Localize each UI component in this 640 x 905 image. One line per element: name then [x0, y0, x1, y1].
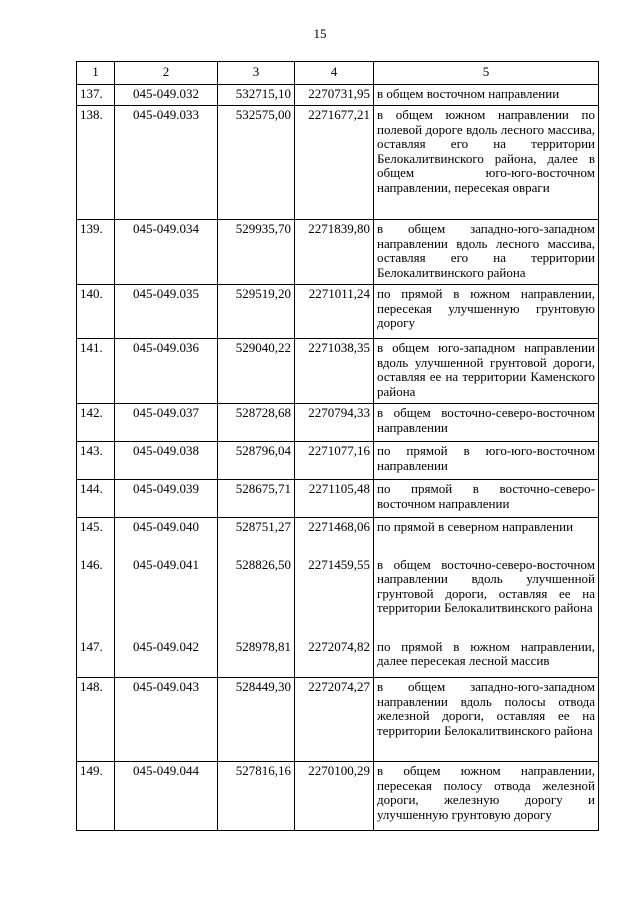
coord-y: 2272074,27 — [295, 678, 374, 762]
header-cell: 3 — [218, 62, 295, 85]
coord-y: 2271038,35 — [295, 339, 374, 404]
coord-x: 528826,50 — [218, 556, 295, 638]
point-code: 045-049.034 — [115, 220, 218, 285]
table-row — [77, 678, 599, 762]
header-cell: 5 — [374, 62, 599, 85]
boundary-table — [76, 61, 599, 831]
row-number: 148. — [77, 678, 115, 762]
coord-x: 528751,27 — [218, 518, 295, 556]
header-cell: 1 — [77, 62, 115, 85]
row-number: 137. — [77, 85, 115, 106]
coord-x: 528728,68 — [218, 404, 295, 442]
route-description: в общем южном направлении по полевой дороге вдоль лесного массива, оставляя его на территории Белокалитвинского района, далее в общем юго-юго-восточном направлении, пересекая овраги — [377, 107, 595, 195]
table-row — [77, 762, 599, 831]
row-number: 145. — [77, 518, 115, 556]
header-cell: 2 — [115, 62, 218, 85]
coord-x: 527816,16 — [218, 762, 295, 831]
table-header-row — [77, 62, 599, 85]
row-number: 144. — [77, 480, 115, 518]
point-code: 045-049.043 — [115, 678, 218, 762]
point-code: 045-049.032 — [115, 85, 218, 106]
point-code: 045-049.033 — [115, 106, 218, 220]
point-code: 045-049.037 — [115, 404, 218, 442]
row-number: 146. — [77, 556, 115, 638]
table-row — [77, 480, 599, 518]
route-description: в общем восточно-северо-восточном направлении — [377, 405, 595, 435]
route-description: в общем восточно-северо-восточном направлении вдоль улучшенной грунтовой дороги, оставляя ее на территории Белокалитвинского района — [377, 556, 595, 615]
row-number: 140. — [77, 285, 115, 339]
coord-y: 2271468,06 — [295, 518, 374, 556]
coord-y: 2271677,21 — [295, 106, 374, 220]
point-code: 045-049.042 — [115, 638, 218, 678]
coord-x: 528675,71 — [218, 480, 295, 518]
coord-y: 2270100,29 — [295, 762, 374, 831]
point-code: 045-049.041 — [115, 556, 218, 638]
header-cell: 4 — [295, 62, 374, 85]
page-number: 15 — [313, 26, 327, 41]
row-number: 149. — [77, 762, 115, 831]
table-row — [77, 285, 599, 339]
coord-y: 2270731,95 — [295, 85, 374, 106]
point-code: 045-049.036 — [115, 339, 218, 404]
row-number: 139. — [77, 220, 115, 285]
coord-x: 528796,04 — [218, 442, 295, 480]
coord-y: 2271459,55 — [295, 556, 374, 638]
route-description: в общем восточном направлении — [377, 86, 560, 101]
coord-x: 532575,00 — [218, 106, 295, 220]
row-number: 142. — [77, 404, 115, 442]
table-row — [77, 404, 599, 442]
point-code: 045-049.044 — [115, 762, 218, 831]
route-description: в общем южном направлении, пересекая полосу отвода железной дороги, железную дорогу и улучшенную грунтовую дорогу — [377, 763, 595, 822]
table-row — [77, 518, 599, 556]
coord-y: 2271839,80 — [295, 220, 374, 285]
route-description: в общем юго-западном направлении вдоль улучшенной грунтовой дороги, оставляя ее на территории Каменского района — [377, 340, 595, 399]
row-number: 141. — [77, 339, 115, 404]
table-row — [77, 556, 599, 638]
coord-y: 2272074,82 — [295, 638, 374, 678]
route-description: по прямой в южном направлении, далее пересекая лесной массив — [377, 638, 595, 668]
coord-x: 529935,70 — [218, 220, 295, 285]
point-code: 045-049.038 — [115, 442, 218, 480]
coord-x: 529519,20 — [218, 285, 295, 339]
coord-y: 2271011,24 — [295, 285, 374, 339]
row-number: 138. — [77, 106, 115, 220]
route-description: в общем западно-юго-западном направлении вдоль лесного массива, оставляя его на территории Белокалитвинского района — [377, 221, 595, 280]
point-code: 045-049.039 — [115, 480, 218, 518]
table-row — [77, 638, 599, 678]
coord-y: 2271077,16 — [295, 442, 374, 480]
coord-x: 528449,30 — [218, 678, 295, 762]
point-code: 045-049.035 — [115, 285, 218, 339]
table-row — [77, 339, 599, 404]
route-description: по прямой в юго-юго-восточном направлении — [377, 443, 595, 473]
table-row — [77, 220, 599, 285]
row-number: 147. — [77, 638, 115, 678]
row-number: 143. — [77, 442, 115, 480]
coord-y: 2270794,33 — [295, 404, 374, 442]
coord-x: 529040,22 — [218, 339, 295, 404]
route-description: по прямой в южном направлении, пересекая улучшенную грунтовую дорогу — [377, 286, 595, 330]
route-description: по прямой в восточно-северо-восточном направлении — [377, 481, 595, 511]
route-description: по прямой в северном направлении — [377, 519, 574, 534]
point-code: 045-049.040 — [115, 518, 218, 556]
route-description: в общем западно-юго-западном направлении вдоль полосы отвода железной дороги, оставляя ее на территории Белокалитвинского района — [377, 679, 595, 738]
table-row — [77, 85, 599, 106]
coord-x: 528978,81 — [218, 638, 295, 678]
coord-y: 2271105,48 — [295, 480, 374, 518]
coord-x: 532715,10 — [218, 85, 295, 106]
table-row — [77, 106, 599, 220]
table-row — [77, 442, 599, 480]
